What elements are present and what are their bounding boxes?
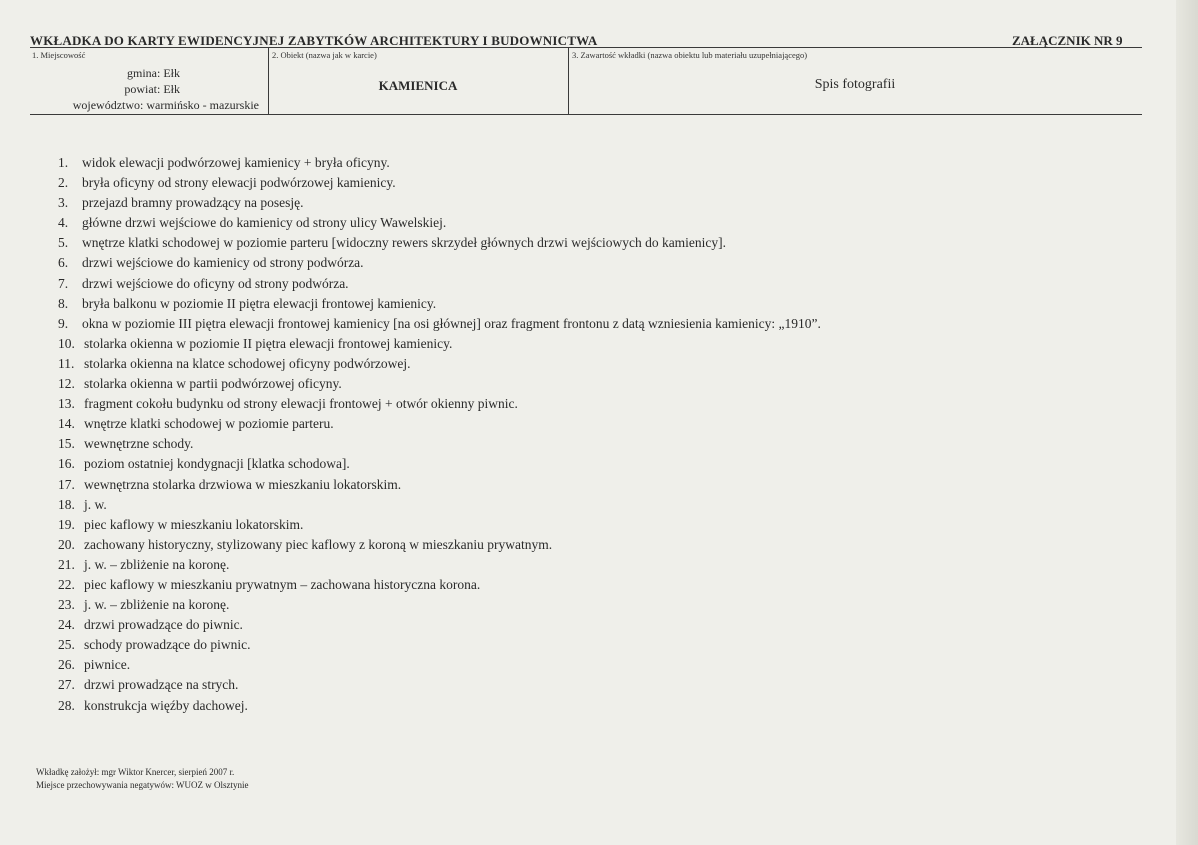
photo-number: 5. [58, 235, 69, 251]
photo-number: 9. [58, 315, 69, 331]
photo-list-item [58, 595, 821, 615]
photo-list-item [58, 555, 821, 575]
photo-list-item [58, 334, 821, 354]
photo-list-item [58, 655, 821, 675]
photo-description: konstrukcja więźby dachowej. [84, 697, 248, 713]
photo-number: 7. [58, 275, 69, 291]
photo-number: 6. [58, 255, 69, 271]
header-top-rule [30, 47, 1142, 48]
photo-list-item [58, 495, 821, 515]
photo-description: j. w. – zbliżenie na koronę. [84, 556, 230, 572]
photo-description: wnętrze klatki schodowej w poziomie parteru. [84, 416, 334, 432]
photo-list-item [58, 253, 821, 273]
photo-list-item [58, 374, 821, 394]
place-gmina: gmina: Ełk [127, 66, 180, 80]
photo-list-item [58, 294, 821, 314]
content-label: 3. Zawartość wkładki (nazwa obiektu lub materiału uzupełniającego) [572, 50, 808, 60]
photo-description: poziom ostatniej kondygnacji [klatka schodowa]. [84, 456, 350, 472]
photo-number: 17. [58, 476, 75, 492]
photo-number: 8. [58, 295, 69, 311]
footer-author: Wkładkę założył: mgr Wiktor Knercer, sierpień 2007 r. [36, 767, 235, 777]
footer-storage: Miejsce przechowywania negatywów: WUOZ w Olsztynie [36, 780, 249, 790]
photo-list-item [58, 475, 821, 495]
photo-list-item [58, 193, 821, 213]
photo-list-item [58, 274, 821, 294]
photo-number: 4. [58, 215, 69, 231]
photo-list-item [58, 233, 821, 253]
photo-description: stolarka okienna w partii podwórzowej oficyny. [84, 376, 342, 392]
photo-description: wnętrze klatki schodowej w poziomie parteru [widoczny rewers skrzydeł głównych drzwi wejściowych do kamienicy]. [82, 235, 727, 251]
photo-list-item [58, 314, 821, 334]
photo-number: 26. [58, 657, 75, 673]
header-bottom-rule [30, 114, 1142, 115]
photo-number: 13. [58, 396, 75, 412]
photo-number: 28. [58, 697, 75, 713]
place-wojewodztwo: województwo: warmińsko - mazurskie [72, 98, 259, 112]
photo-description: okna w poziomie III piętra elewacji frontowej kamienicy [na osi głównej] oraz fragment frontonu z datą wzniesienia kamienicy: „1910”. [82, 315, 821, 331]
photo-list-item [58, 535, 821, 555]
photo-number: 10. [58, 335, 75, 351]
photo-number: 23. [58, 597, 75, 613]
photo-number: 1. [58, 155, 69, 170]
photo-description: widok elewacji podwórzowej kamienicy + bryła oficyny. [82, 155, 390, 170]
photo-list-item [58, 173, 821, 193]
photo-number: 16. [58, 456, 75, 472]
photo-number: 25. [58, 637, 75, 653]
photo-list-item [58, 454, 821, 474]
photo-list-item [58, 696, 821, 716]
photo-number: 12. [58, 376, 75, 392]
photo-number: 15. [58, 436, 75, 452]
photo-description: wewnętrzna stolarka drzwiowa w mieszkaniu lokatorskim. [84, 476, 402, 492]
photo-description: stolarka okienna w poziomie II piętra elewacji frontowej kamienicy. [84, 335, 453, 351]
photo-description: wewnętrzne schody. [84, 436, 194, 452]
photo-description: piec kaflowy w mieszkaniu prywatnym – zachowana historyczna korona. [84, 576, 481, 592]
photo-description: drzwi wejściowe do kamienicy od strony podwórza. [82, 255, 364, 271]
photo-number: 3. [58, 195, 69, 211]
photo-number: 22. [58, 576, 75, 592]
photo-description: drzwi prowadzące na strych. [84, 677, 239, 693]
photo-list-item [58, 675, 821, 695]
photo-list-item [58, 635, 821, 655]
photo-number: 14. [58, 416, 75, 432]
photo-description: stolarka okienna na klatce schodowej oficyny podwórzowej. [84, 355, 411, 371]
photo-description: bryła balkonu w poziomie II piętra elewacji frontowej kamienicy. [82, 295, 437, 311]
photo-description: piwnice. [84, 657, 131, 673]
photo-description: j. w. – zbliżenie na koronę. [84, 597, 230, 613]
photo-list-item [58, 575, 821, 595]
photo-description: zachowany historyczny, stylizowany piec kaflowy z koroną w mieszkaniu prywatnym. [84, 536, 553, 552]
photo-number: 11. [58, 355, 75, 371]
photo-list-item [58, 354, 821, 374]
photo-number: 24. [58, 617, 75, 633]
photo-number: 2. [58, 175, 69, 191]
photo-list-item [58, 434, 821, 454]
photo-list-item [58, 213, 821, 233]
photo-description: j. w. [84, 496, 107, 512]
photo-number: 21. [58, 556, 75, 572]
paper-edge [1176, 0, 1198, 845]
photo-list [58, 153, 821, 716]
photo-description: główne drzwi wejściowe do kamienicy od strony ulicy Wawelskiej. [82, 215, 447, 231]
photo-number: 20. [58, 536, 75, 552]
photo-number: 27. [58, 677, 75, 693]
photo-list-item [58, 153, 821, 173]
place-powiat: powiat: Ełk [124, 82, 180, 96]
photo-description: przejazd bramny prowadzący na posesję. [82, 195, 304, 211]
photo-description: fragment cokołu budynku od strony elewacji frontowej + otwór okienny piwnic. [84, 396, 518, 412]
annex-label: ZAŁĄCZNIK NR 9 [1012, 33, 1123, 48]
photo-description: drzwi prowadzące do piwnic. [84, 617, 243, 633]
document-title: WKŁADKA DO KARTY EWIDENCYJNEJ ZABYTKÓW ARCHITEKTURY I BUDOWNICTWA [30, 33, 598, 48]
content-name: Spis fotografii [814, 77, 896, 92]
object-name: KAMIENICA [378, 78, 458, 93]
photo-description: piec kaflowy w mieszkaniu lokatorskim. [84, 516, 304, 532]
photo-list-item [58, 515, 821, 535]
photo-list-item [58, 394, 821, 414]
object-label: 2. Obiekt (nazwa jak w karcie) [272, 50, 377, 60]
photo-list-item [58, 615, 821, 635]
photo-list-item [58, 414, 821, 434]
photo-description: bryła oficyny od strony elewacji podwórzowej kamienicy. [82, 175, 396, 191]
photo-number: 18. [58, 496, 75, 512]
photo-description: schody prowadzące do piwnic. [84, 637, 251, 653]
place-label: 1. Miejscowość [32, 50, 86, 60]
photo-number: 19. [58, 516, 75, 532]
photo-description: drzwi wejściowe do oficyny od strony podwórza. [82, 275, 349, 291]
